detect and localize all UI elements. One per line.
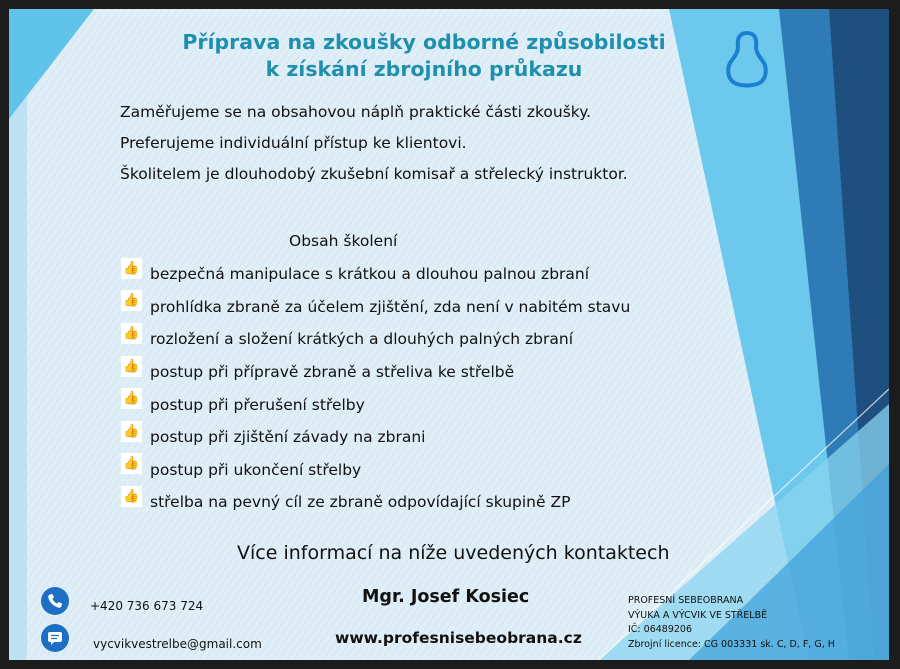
email-address[interactable]: vycvikvestrelbe@gmail.com xyxy=(93,637,262,651)
intro-line-2: Preferujeme individuální přístup ke klientovi. xyxy=(120,134,467,152)
thumbs-up-icon: 👍 xyxy=(121,421,142,442)
list-item xyxy=(121,486,630,519)
chat-bubble-icon[interactable] xyxy=(41,624,69,652)
thumbs-up-icon: 👍 xyxy=(121,290,142,311)
thumbs-up-icon: 👍 xyxy=(121,258,142,279)
list-item xyxy=(121,258,630,291)
thumbs-up-icon: 👍 xyxy=(121,323,142,344)
page-title xyxy=(159,29,689,83)
title-line-1: Příprava na zkoušky odborné způsobilosti xyxy=(182,30,666,54)
topics-list xyxy=(121,258,630,519)
website-link[interactable]: www.profesnisebeobrana.cz xyxy=(335,629,582,647)
company-services: VÝUKA A VÝCVIK VE STŘELBĚ xyxy=(628,609,768,621)
list-item-text: prohlídka zbraně za účelem zjištění, zda není v nabitém stavu xyxy=(150,297,631,316)
slide xyxy=(9,9,889,660)
intro-line-3: Školitelem je dlouhodobý zkušební komisař a střelecký instruktor. xyxy=(120,165,628,183)
list-item xyxy=(121,421,630,454)
thumbs-up-icon: 👍 xyxy=(121,486,142,507)
company-info xyxy=(628,594,835,652)
list-item-text: postup při přerušení střelby xyxy=(150,395,365,414)
list-item xyxy=(121,454,630,487)
title-line-2: k získání zbrojního průkazu xyxy=(265,57,583,81)
thumbs-up-icon: 👍 xyxy=(121,356,142,377)
intro-line-1: Zaměřujeme se na obsahovou náplň praktické části zkoušky. xyxy=(120,103,592,121)
list-item-text: rozložení a složení krátkých a dlouhých palných zbraní xyxy=(150,330,574,349)
more-info-heading: Více informací na níže uvedených kontaktech xyxy=(237,542,670,564)
list-item xyxy=(121,291,630,324)
contact-name: Mgr. Josef Kosiec xyxy=(362,587,530,607)
company-id: IČ: 06489206 xyxy=(628,624,693,635)
list-item-text: postup při přípravě zbraně a střeliva ke střelbě xyxy=(150,363,515,382)
list-item-text: postup při zjištění závady na zbrani xyxy=(150,428,426,447)
thumbs-up-icon: 👍 xyxy=(121,388,142,409)
list-item xyxy=(121,356,630,389)
phone-number[interactable]: +420 736 673 724 xyxy=(90,599,204,613)
list-item-text: bezpečná manipulace s krátkou a dlouhou palnou zbraní xyxy=(150,265,590,284)
list-item xyxy=(121,388,630,421)
person-bust-icon xyxy=(726,27,768,91)
company-license: Zbrojní licence: CG 003331 sk. C, D, F, G, H xyxy=(628,638,835,650)
list-item xyxy=(121,323,630,356)
list-item-text: postup při ukončení střelby xyxy=(150,460,362,479)
intro-text xyxy=(120,103,628,196)
section-heading: Obsah školení xyxy=(289,232,398,250)
list-item-text: střelba na pevný cíl ze zbraně odpovídající skupině ZP xyxy=(150,493,571,512)
company-name: PROFESNÍ SEBEOBRANA xyxy=(628,595,744,606)
phone-icon[interactable] xyxy=(41,587,69,615)
thumbs-up-icon: 👍 xyxy=(121,453,142,474)
